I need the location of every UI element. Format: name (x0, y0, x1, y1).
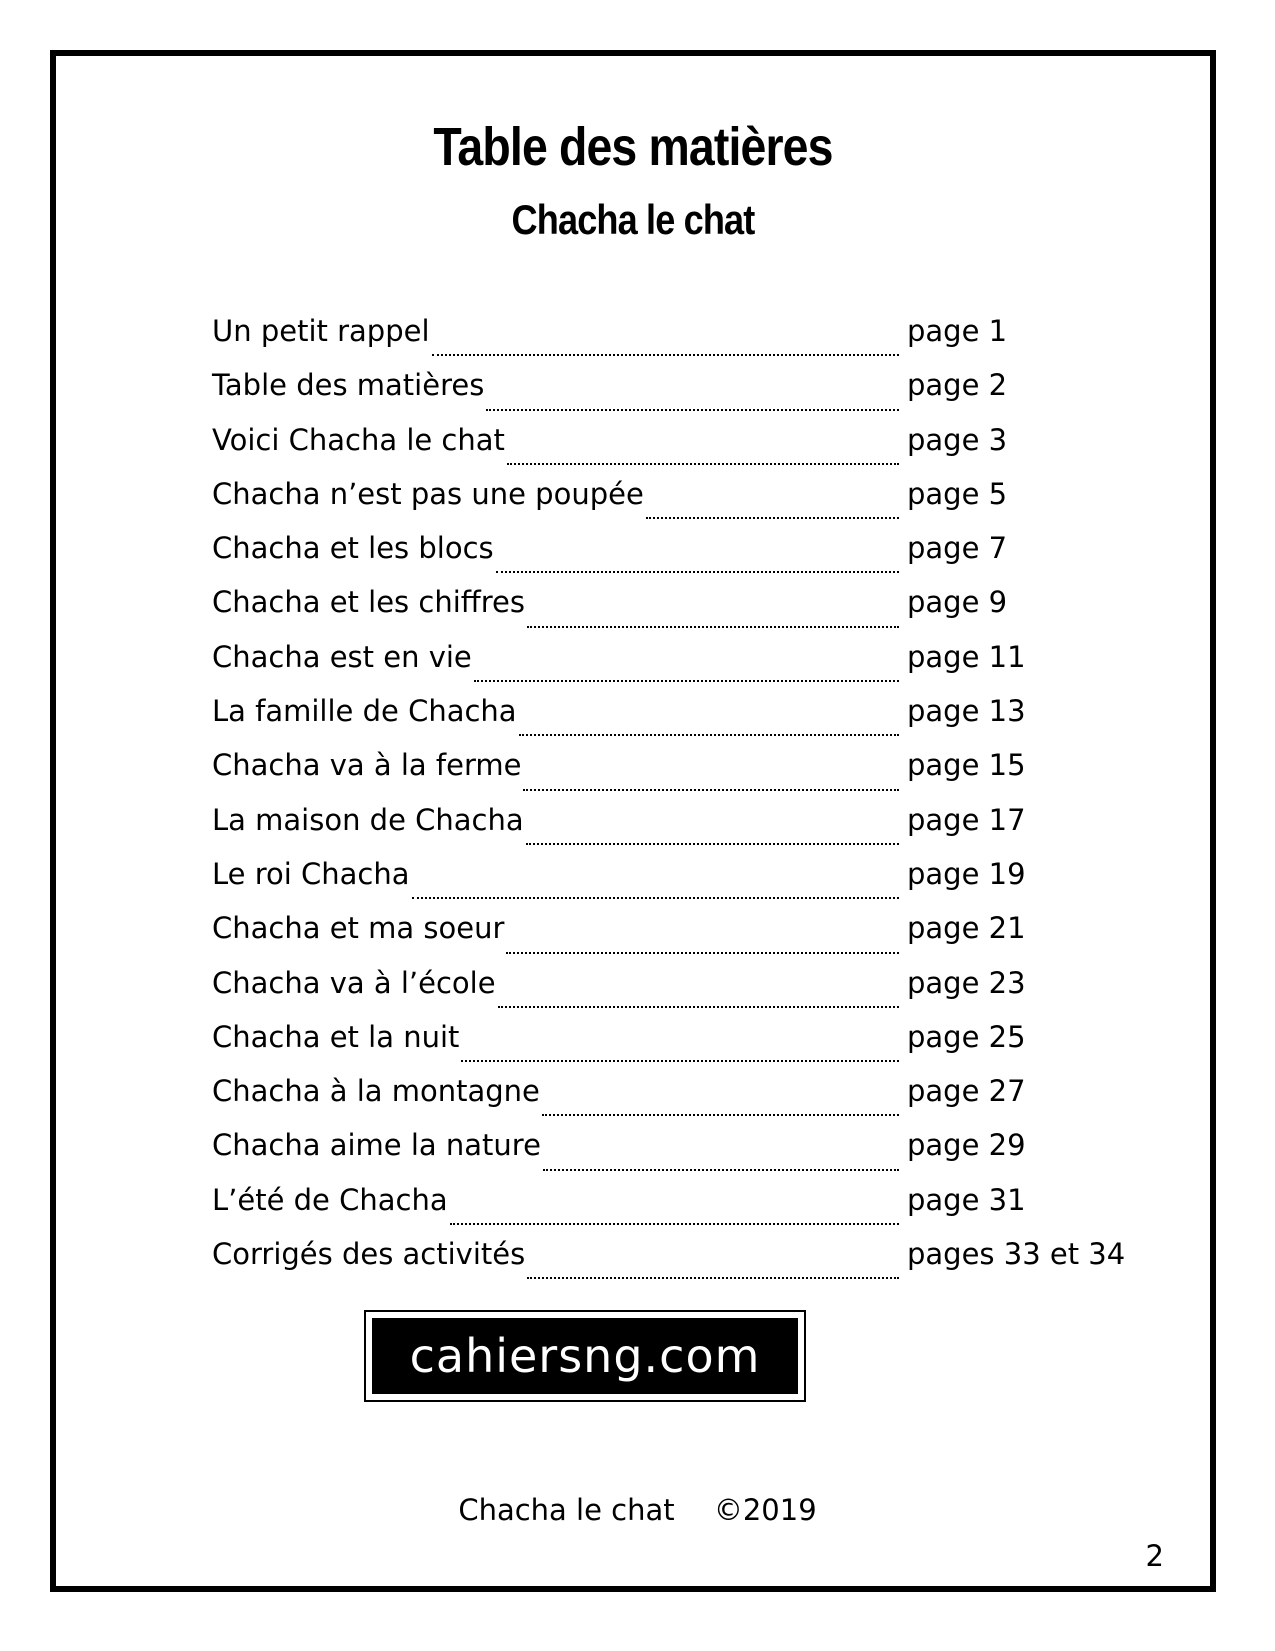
toc-entry (212, 531, 1112, 585)
toc-entry-label: L’été de Chacha (212, 1182, 448, 1217)
toc-entry-page: page 9 (907, 585, 1008, 620)
toc-entry (212, 694, 1112, 748)
toc-entry-label: Chacha est en vie (212, 639, 472, 674)
toc-entry-label: La famille de Chacha (212, 694, 517, 729)
toc-entry (212, 911, 1112, 965)
toc-entry (212, 966, 1112, 1020)
dot-leader (496, 551, 899, 573)
dot-leader (507, 443, 899, 465)
toc-entry (212, 748, 1112, 802)
toc-entry-label: Chacha et les blocs (212, 531, 494, 566)
toc-entry-label: Corrigés des activités (212, 1237, 526, 1272)
dot-leader (519, 714, 899, 736)
toc-entry-page: page 1 (907, 314, 1008, 348)
toc-entry-page: page 19 (907, 856, 1026, 891)
toc-entry-page: page 3 (907, 422, 1008, 457)
toc-entry (212, 1128, 1112, 1182)
toc-entry-page: page 5 (907, 476, 1008, 511)
toc-entry-page: page 21 (907, 911, 1026, 946)
toc-entry-page: page 25 (907, 1019, 1026, 1054)
toc-entry-label: Chacha va à l’école (212, 965, 496, 1000)
dot-leader (526, 823, 899, 845)
dot-leader (450, 1203, 899, 1225)
toc-entry (212, 585, 1112, 639)
toc-entry (212, 423, 1112, 477)
footer (0, 1493, 1275, 1527)
toc-entry (212, 803, 1112, 857)
toc-entry-label: Le roi Chacha (212, 856, 410, 891)
toc-entry-label: Chacha et les chiffres (212, 585, 525, 620)
toc-entry-page: page 7 (907, 531, 1008, 566)
toc-entry-page: page 29 (907, 1128, 1026, 1163)
toc-entry-page: page 23 (907, 965, 1026, 1000)
toc-entry (212, 314, 1112, 368)
dot-leader (461, 1040, 899, 1062)
dot-leader (543, 1149, 899, 1171)
toc-entry (212, 1074, 1112, 1128)
dot-leader (542, 1094, 899, 1116)
dot-leader (432, 334, 900, 356)
toc-entry (212, 1020, 1112, 1074)
toc-entry-page: page 27 (907, 1074, 1026, 1109)
page-title: Table des matières (433, 117, 833, 177)
dot-leader (498, 986, 899, 1008)
dot-leader (527, 606, 899, 628)
dot-leader (412, 877, 899, 899)
dot-leader (506, 932, 899, 954)
website-banner (364, 1310, 806, 1402)
toc-entry-page: page 17 (907, 802, 1026, 837)
toc-entry-label: Chacha aime la nature (212, 1128, 541, 1163)
dot-leader (523, 769, 899, 791)
table-of-contents (212, 314, 1126, 1291)
toc-entry-label: Chacha et ma soeur (212, 911, 505, 946)
toc-entry-page: page 31 (907, 1182, 1026, 1217)
toc-entry-label: Chacha et la nuit (212, 1019, 460, 1054)
dot-leader (527, 1257, 899, 1279)
toc-entry-label: Chacha à la montagne (212, 1074, 540, 1109)
toc-entry-page: page 2 (907, 368, 1008, 403)
toc-entry (212, 477, 1112, 531)
book-subtitle: Chacha le chat (511, 196, 755, 243)
toc-entry-page: page 13 (907, 694, 1026, 729)
dot-leader (646, 497, 899, 519)
toc-entry-label: Table des matières (212, 368, 485, 403)
dot-leader (486, 389, 899, 411)
page-number: 2 (1145, 1539, 1164, 1573)
footer-book-title: Chacha le chat (458, 1493, 675, 1527)
website-label: cahiersng.com (372, 1318, 798, 1394)
toc-entry-label: Chacha n’est pas une poupée (212, 476, 644, 511)
toc-entry (212, 1237, 1126, 1291)
toc-entry-page: pages 33 et 34 (907, 1237, 1126, 1272)
toc-entry (212, 368, 1112, 422)
footer-copyright: ©2019 (713, 1493, 817, 1527)
toc-entry-label: Voici Chacha le chat (212, 422, 505, 457)
toc-entry-page: page 15 (907, 748, 1026, 783)
toc-entry-label: Chacha va à la ferme (212, 748, 522, 783)
toc-entry-label: Un petit rappel (212, 314, 430, 348)
dot-leader (474, 660, 899, 682)
toc-entry (212, 857, 1112, 911)
toc-entry (212, 640, 1112, 694)
toc-entry-page: page 11 (907, 639, 1026, 674)
toc-entry-label: La maison de Chacha (212, 802, 524, 837)
toc-entry (212, 1183, 1112, 1237)
